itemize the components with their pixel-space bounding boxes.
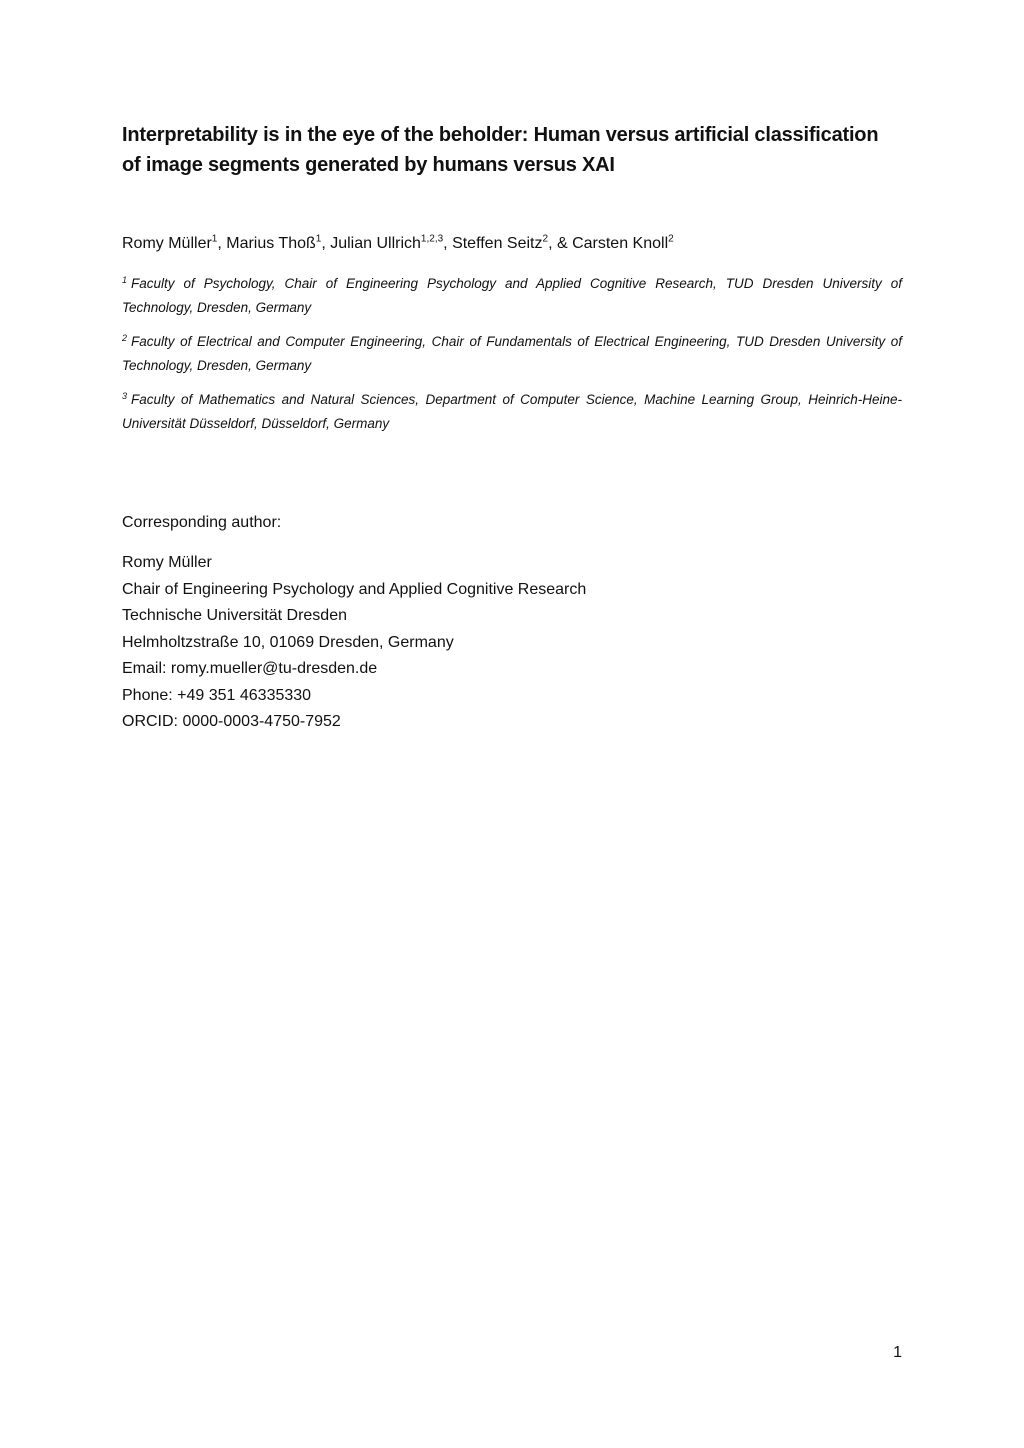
author-affiliation-marker: 2 [668, 233, 674, 245]
corresponding-author-chair: Chair of Engineering Psychology and Applied Cognitive Research [122, 580, 587, 598]
corresponding-author-details [122, 550, 586, 736]
author-separator: , [217, 235, 227, 252]
affiliation-text: Faculty of Psychology, Chair of Engineering Psychology and Applied Cognitive Research, TUD Dresden University of Technology, Dresden, Germany [122, 276, 902, 315]
affiliation-number: 2 [122, 332, 128, 343]
affiliation-number: 3 [122, 390, 128, 401]
page-number: 1 [893, 1344, 902, 1361]
paper-title: Interpretability is in the eye of the beholder: Human versus artificial classification of image segments generated by humans versus XAI [122, 124, 879, 176]
author-name: Carsten Knoll [572, 235, 669, 252]
corresponding-author-heading: Corresponding author: [122, 514, 282, 531]
author-name: Marius Thoß [226, 235, 316, 252]
corresponding-author-address: Helmholtzstraße 10, 01069 Dresden, Germany [122, 633, 454, 651]
corresponding-author-university: Technische Universität Dresden [122, 607, 347, 624]
title-page-content [122, 120, 902, 730]
corresponding-author-email: Email: romy.mueller@tu-dresden.de [122, 660, 378, 677]
corresponding-author-name: Romy Müller [122, 554, 212, 571]
author-affiliation-marker: 1 [315, 233, 322, 245]
affiliation-list [122, 272, 902, 446]
affiliation-number: 1 [122, 274, 128, 285]
affiliation-item [122, 388, 902, 435]
author-name: Julian Ullrich [330, 235, 421, 252]
affiliation-item [122, 272, 902, 319]
author-separator: , & [548, 235, 573, 252]
author-separator: , [321, 235, 331, 252]
corresponding-author-phone: Phone: +49 351 46335330 [122, 686, 312, 704]
affiliation-text: Faculty of Mathematics and Natural Sciences, Department of Computer Science, Machine Learning Group, Heinrich-Heine-Universität Düsseldorf, Düsseldorf, Germany [122, 392, 902, 431]
author-affiliation-marker: 2 [542, 233, 549, 245]
author-affiliation-marker: 1,2,3 [420, 233, 444, 245]
author-name: Steffen Seitz [452, 235, 543, 252]
affiliation-text: Faculty of Electrical and Computer Engineering, Chair of Fundamentals of Electrical Engineering, TUD Dresden University of Technology, Dresden, Germany [122, 334, 902, 373]
author-name: Romy Müller [122, 235, 212, 252]
author-list [122, 233, 674, 255]
author-affiliation-marker: 1 [211, 233, 218, 245]
affiliation-item [122, 330, 902, 377]
corresponding-author-orcid: ORCID: 0000-0003-4750-7952 [122, 713, 341, 730]
author-separator: , [443, 235, 453, 252]
